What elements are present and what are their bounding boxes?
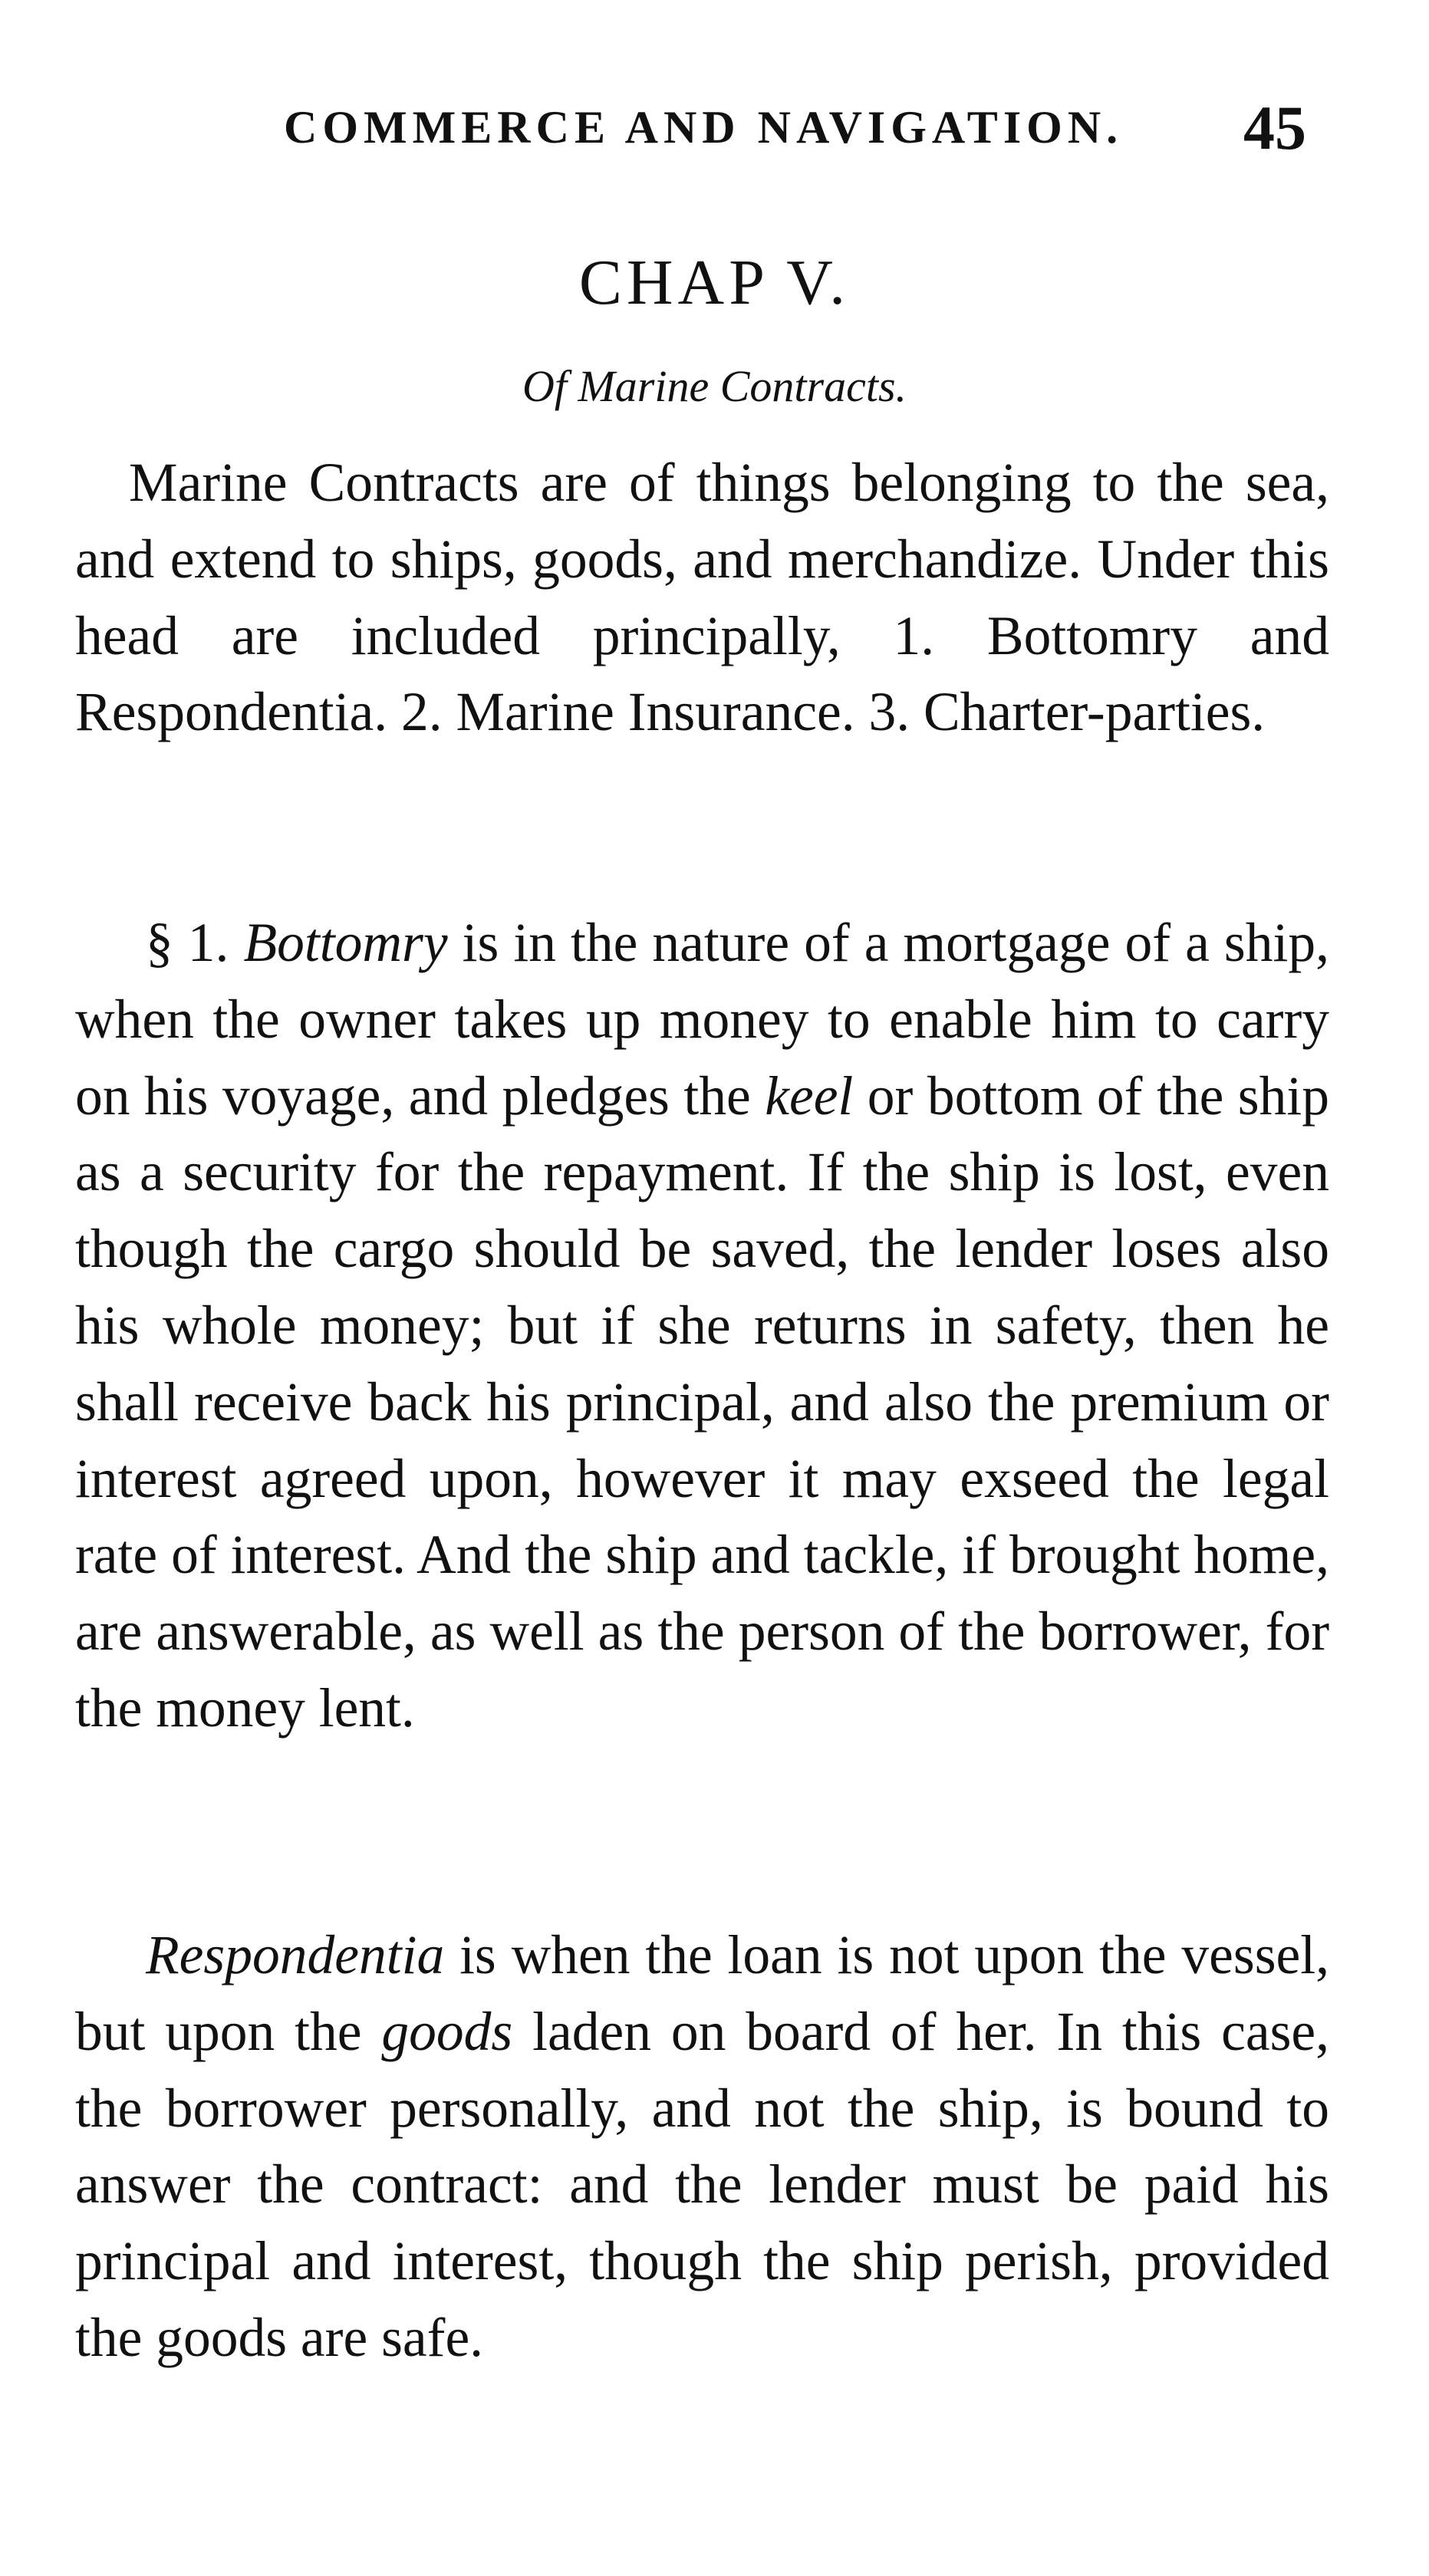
- intro-paragraph: [75, 445, 1329, 751]
- page-number: 45: [1243, 93, 1306, 163]
- running-head: [0, 92, 1429, 169]
- bottomry-text-2: or bottom of the ship as a security for the repayment. If the ship is lost, even though the cargo should be saved, the lender loses also his whole money; but if she returns in safety, then he shall receive back his principal, and also the premium or interest agreed upon, however it may exseed the legal rate of interest. And the ship and tackle, if brought home, are answerable, as well as the person of the borrower, for the money lent.: [75, 1065, 1329, 1739]
- bottomry-term: Bottomry: [243, 913, 448, 973]
- respondentia-text-1: is when the loan is not upon the vessel, but upon the: [75, 1925, 1329, 2062]
- respondentia-paragraph: [75, 1917, 1329, 2377]
- respondentia-term: Respondentia: [146, 1925, 445, 1985]
- chapter-title: CHAP V.: [578, 247, 851, 318]
- section-mark: § 1.: [146, 913, 229, 973]
- respondentia-text-2: laden on board of her. In this case, the borrower personally, and not the ship, is bound to answer the contract: and the lender must be paid his principal and interest, though the ship perish, provided the goods are safe.: [75, 2001, 1330, 2368]
- keel-emphasis: keel: [765, 1065, 854, 1127]
- bottomry-text-1: is in the nature of a mortgage of a ship, when the owner takes up money to enable him to carry on his voyage, and pledges the: [75, 913, 1329, 1127]
- running-title: COMMERCE AND NAVIGATION.: [284, 102, 1124, 153]
- chapter-subtitle: Of Marine Contracts.: [522, 361, 907, 411]
- intro-text: Marine Contracts are of things belonging to the sea, and extend to ships, goods, and merchandize. Under this head are included principally, 1. Bottomry and Respondentia. 2. Marine Insurance. 3. Charter-parties.: [75, 452, 1329, 743]
- bottomry-paragraph: [75, 905, 1329, 1747]
- goods-emphasis: goods: [381, 2001, 513, 2062]
